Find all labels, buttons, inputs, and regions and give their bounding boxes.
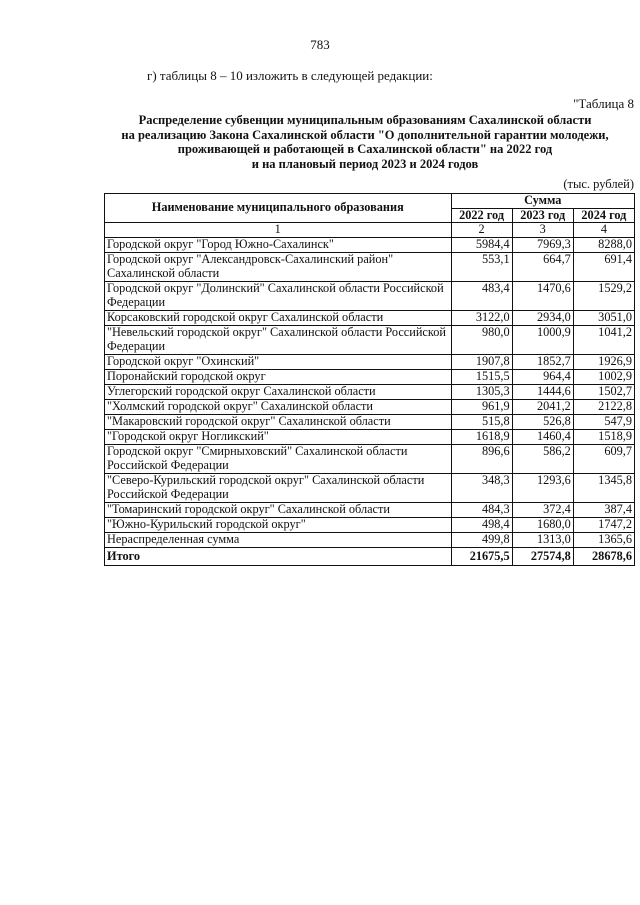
value-2024: 2122,8: [573, 400, 634, 415]
value-2022: 499,8: [451, 533, 512, 548]
value-2022: 1618,9: [451, 430, 512, 445]
table-row: [105, 238, 635, 253]
value-2024: 609,7: [573, 445, 634, 474]
value-2023: 586,2: [512, 445, 573, 474]
total-row: [105, 548, 635, 566]
municipality-name: "Северо-Курильский городской округ" Сахалинской области Российской Федерации: [105, 474, 452, 503]
municipality-name: "Невельский городской округ" Сахалинской области Российской Федерации: [105, 326, 452, 355]
value-2024: 691,4: [573, 253, 634, 282]
municipality-name: "Томаринский городской округ" Сахалинской области: [105, 503, 452, 518]
header-year-2024: 2024 год: [573, 208, 634, 223]
value-2022: 348,3: [451, 474, 512, 503]
value-2022: 553,1: [451, 253, 512, 282]
municipality-name: Городской округ "Смирныховский" Сахалинской области Российской Федерации: [105, 445, 452, 474]
intro-text: г) таблицы 8 – 10 изложить в следующей редакции:: [147, 68, 433, 83]
value-2023: 1460,4: [512, 430, 573, 445]
value-2024: 1041,2: [573, 326, 634, 355]
table-row: [105, 503, 635, 518]
value-2024: 1926,9: [573, 355, 634, 370]
total-2022: 21675,5: [451, 548, 512, 566]
value-2022: 483,4: [451, 282, 512, 311]
municipality-name: Городской округ "Александровск-Сахалинский район" Сахалинской области: [105, 253, 452, 282]
table-row: [105, 311, 635, 326]
value-2022: 5984,4: [451, 238, 512, 253]
title-line: Распределение субвенции муниципальным образованиям Сахалинской области: [138, 113, 592, 127]
value-2024: 3051,0: [573, 311, 634, 326]
table-row: [105, 415, 635, 430]
table-row: [105, 355, 635, 370]
value-2022: 498,4: [451, 518, 512, 533]
municipality-name: Городской округ "Охинский": [105, 355, 452, 370]
column-number: 1: [105, 223, 452, 238]
value-2024: 1502,7: [573, 385, 634, 400]
value-2022: 896,6: [451, 445, 512, 474]
value-2022: 3122,0: [451, 311, 512, 326]
value-2022: 961,9: [451, 400, 512, 415]
value-2023: 964,4: [512, 370, 573, 385]
municipality-name: Нераспределенная сумма: [105, 533, 452, 548]
value-2024: 1345,8: [573, 474, 634, 503]
table-row: [105, 400, 635, 415]
title-line: и на плановый период 2023 и 2024 годов: [251, 156, 479, 171]
value-2023: 2934,0: [512, 311, 573, 326]
value-2023: 2041,2: [512, 400, 573, 415]
value-2022: 515,8: [451, 415, 512, 430]
title-line: на реализацию Закона Сахалинской области "О дополнительной гарантии молодежи,: [121, 127, 609, 142]
value-2022: 1907,8: [451, 355, 512, 370]
municipality-name: "Холмский городской округ" Сахалинской области: [105, 400, 452, 415]
total-label: Итого: [105, 548, 452, 566]
table-title: [90, 113, 640, 171]
table-reference: "Таблица 8: [573, 96, 634, 111]
value-2022: 484,3: [451, 503, 512, 518]
value-2023: 1852,7: [512, 355, 573, 370]
total-2024: 28678,6: [573, 548, 634, 566]
column-number: 2: [451, 223, 512, 238]
table-row: [105, 370, 635, 385]
table-row: [105, 253, 635, 282]
value-2023: 1444,6: [512, 385, 573, 400]
table-row: [105, 430, 635, 445]
value-2024: 547,9: [573, 415, 634, 430]
table-row: [105, 518, 635, 533]
municipality-name: Городской округ "Город Южно-Сахалинск": [105, 238, 452, 253]
municipality-name: Городской округ "Долинский" Сахалинской области Российской Федерации: [105, 282, 452, 311]
table-row: [105, 474, 635, 503]
column-number: 3: [512, 223, 573, 238]
municipality-name: "Городской округ Ногликский": [105, 430, 452, 445]
subvention-table: [104, 193, 635, 566]
header-year-2023: 2023 год: [512, 208, 573, 223]
municipality-name: "Южно-Курильский городской округ": [105, 518, 452, 533]
page-number: 783: [310, 37, 330, 52]
value-2023: 1470,6: [512, 282, 573, 311]
table-row: [105, 445, 635, 474]
header-name: Наименование муниципального образования: [105, 194, 452, 223]
value-2023: 7969,3: [512, 238, 573, 253]
value-2022: 1515,5: [451, 370, 512, 385]
table-row: [105, 282, 635, 311]
value-2022: 1305,3: [451, 385, 512, 400]
value-2022: 980,0: [451, 326, 512, 355]
value-2023: 1000,9: [512, 326, 573, 355]
municipality-name: Корсаковский городской округ Сахалинской области: [105, 311, 452, 326]
value-2024: 1747,2: [573, 518, 634, 533]
value-2024: 1365,6: [573, 533, 634, 548]
municipality-name: "Макаровский городской округ" Сахалинской области: [105, 415, 452, 430]
municipality-name: Углегорский городской округ Сахалинской области: [105, 385, 452, 400]
value-2024: 1002,9: [573, 370, 634, 385]
value-2023: 372,4: [512, 503, 573, 518]
value-2023: 1680,0: [512, 518, 573, 533]
table-row: [105, 385, 635, 400]
value-2023: 664,7: [512, 253, 573, 282]
value-2024: 1518,9: [573, 430, 634, 445]
column-number: 4: [573, 223, 634, 238]
header-year-2022: 2022 год: [451, 208, 512, 223]
total-2023: 27574,8: [512, 548, 573, 566]
value-2024: 387,4: [573, 503, 634, 518]
units-label: (тыс. рублей): [563, 177, 634, 191]
municipality-name: Поронайский городской округ: [105, 370, 452, 385]
value-2023: 1293,6: [512, 474, 573, 503]
value-2023: 1313,0: [512, 533, 573, 548]
title-line: проживающей и работающей в Сахалинской области" на 2022 год: [177, 142, 553, 157]
table-row: [105, 533, 635, 548]
value-2023: 526,8: [512, 415, 573, 430]
table-row: [105, 326, 635, 355]
value-2024: 8288,0: [573, 238, 634, 253]
value-2024: 1529,2: [573, 282, 634, 311]
header-sum: Сумма: [451, 194, 634, 209]
